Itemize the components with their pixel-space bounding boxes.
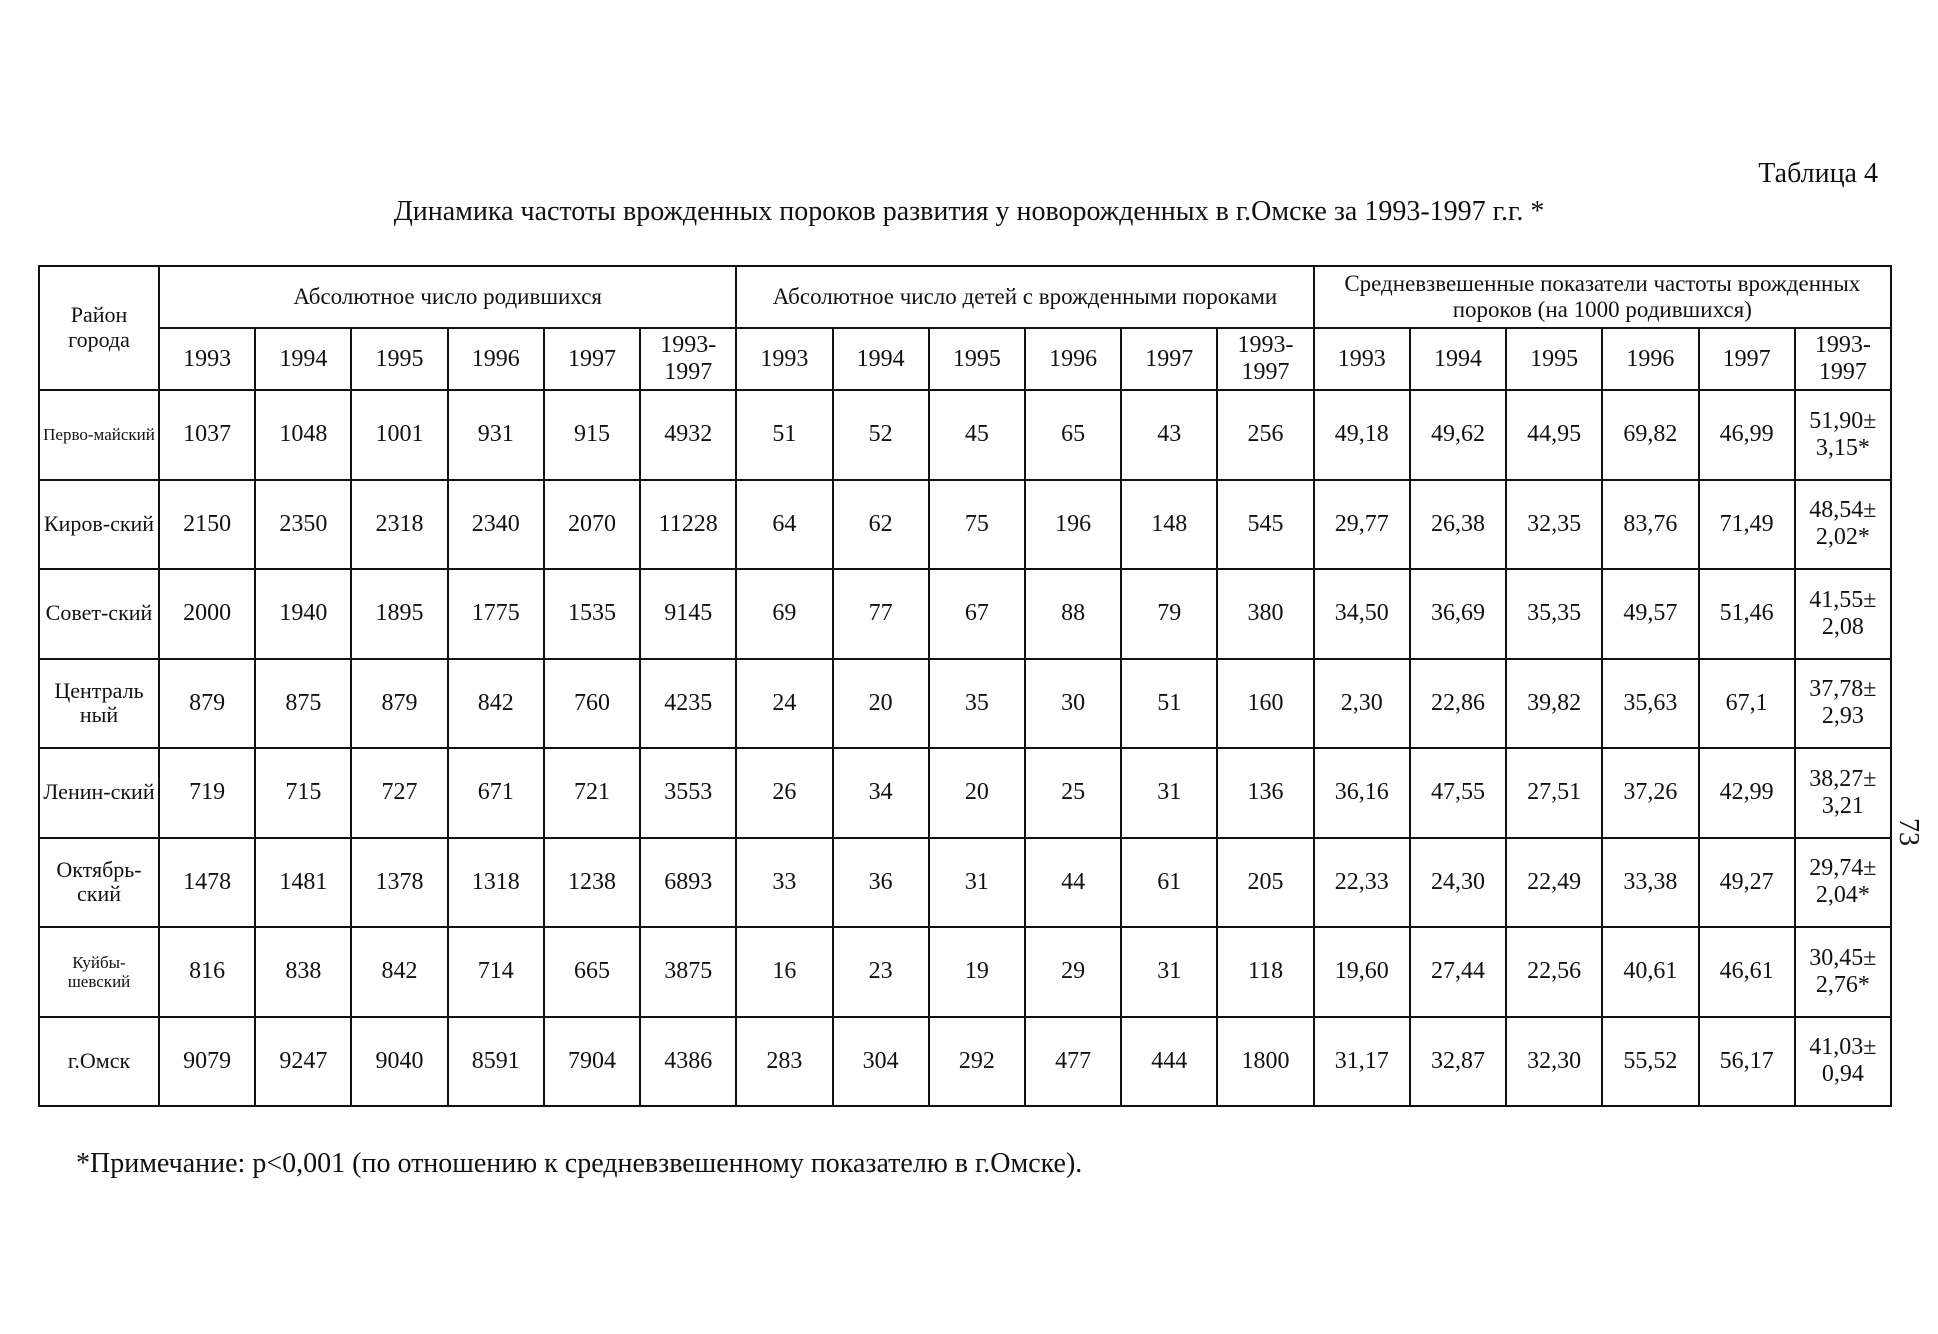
page-number: 73 bbox=[1893, 818, 1924, 846]
births-cell: 1048 bbox=[255, 390, 351, 480]
defects-cell: 20 bbox=[929, 748, 1025, 838]
births-cell: 4386 bbox=[640, 1017, 736, 1107]
births-cell: 727 bbox=[351, 748, 447, 838]
district-cell: Куйбы-шевский bbox=[39, 927, 159, 1017]
defects-cell: 26 bbox=[736, 748, 832, 838]
rates-cell: 44,95 bbox=[1506, 390, 1602, 480]
defects-cell: 44 bbox=[1025, 838, 1121, 928]
rates-cell: 83,76 bbox=[1602, 480, 1698, 570]
defects-cell: 35 bbox=[929, 659, 1025, 749]
header-year-defects-4: 1997 bbox=[1121, 328, 1217, 390]
rates-cell: 34,50 bbox=[1314, 569, 1410, 659]
defects-cell: 256 bbox=[1217, 390, 1313, 480]
defects-cell: 24 bbox=[736, 659, 832, 749]
header-year-rates-5: 1993-1997 bbox=[1795, 328, 1891, 390]
header-year-defects-2: 1995 bbox=[929, 328, 1025, 390]
births-cell: 715 bbox=[255, 748, 351, 838]
defects-cell: 304 bbox=[833, 1017, 929, 1107]
births-cell: 719 bbox=[159, 748, 255, 838]
table-row bbox=[39, 390, 1891, 480]
births-cell: 665 bbox=[544, 927, 640, 1017]
rates-cell: 35,63 bbox=[1602, 659, 1698, 749]
rates-cell: 32,87 bbox=[1410, 1017, 1506, 1107]
births-cell: 8591 bbox=[448, 1017, 544, 1107]
rates-cell: 24,30 bbox=[1410, 838, 1506, 928]
births-cell: 879 bbox=[159, 659, 255, 749]
defects-cell: 20 bbox=[833, 659, 929, 749]
births-cell: 1895 bbox=[351, 569, 447, 659]
rates-cell: 51,90± 3,15* bbox=[1795, 390, 1891, 480]
defects-cell: 67 bbox=[929, 569, 1025, 659]
defects-cell: 34 bbox=[833, 748, 929, 838]
births-cell: 1238 bbox=[544, 838, 640, 928]
rates-cell: 36,16 bbox=[1314, 748, 1410, 838]
births-cell: 879 bbox=[351, 659, 447, 749]
births-cell: 931 bbox=[448, 390, 544, 480]
district-cell: Киров-ский bbox=[39, 480, 159, 570]
defects-cell: 45 bbox=[929, 390, 1025, 480]
births-cell: 915 bbox=[544, 390, 640, 480]
district-cell: Централь ный bbox=[39, 659, 159, 749]
footnote: *Примечание: p<0,001 (по отношению к средневзвешенному показателю в г.Омске). bbox=[76, 1148, 1083, 1179]
births-cell: 875 bbox=[255, 659, 351, 749]
rates-cell: 56,17 bbox=[1699, 1017, 1795, 1107]
defects-cell: 79 bbox=[1121, 569, 1217, 659]
rates-cell: 71,49 bbox=[1699, 480, 1795, 570]
births-cell: 2150 bbox=[159, 480, 255, 570]
table-row bbox=[39, 569, 1891, 659]
births-cell: 9079 bbox=[159, 1017, 255, 1107]
births-cell: 4932 bbox=[640, 390, 736, 480]
births-cell: 6893 bbox=[640, 838, 736, 928]
header-year-births-0: 1993 bbox=[159, 328, 255, 390]
births-cell: 2000 bbox=[159, 569, 255, 659]
births-cell: 721 bbox=[544, 748, 640, 838]
defects-cell: 31 bbox=[1121, 927, 1217, 1017]
defects-cell: 52 bbox=[833, 390, 929, 480]
defects-cell: 31 bbox=[1121, 748, 1217, 838]
defects-cell: 380 bbox=[1217, 569, 1313, 659]
header-year-births-3: 1996 bbox=[448, 328, 544, 390]
rates-cell: 49,18 bbox=[1314, 390, 1410, 480]
district-cell: Ленин-ский bbox=[39, 748, 159, 838]
defects-cell: 16 bbox=[736, 927, 832, 1017]
defects-cell: 36 bbox=[833, 838, 929, 928]
defects-cell: 51 bbox=[736, 390, 832, 480]
births-cell: 1001 bbox=[351, 390, 447, 480]
rates-cell: 41,55± 2,08 bbox=[1795, 569, 1891, 659]
defects-cell: 30 bbox=[1025, 659, 1121, 749]
births-cell: 1037 bbox=[159, 390, 255, 480]
births-cell: 1478 bbox=[159, 838, 255, 928]
births-cell: 11228 bbox=[640, 480, 736, 570]
rates-cell: 32,35 bbox=[1506, 480, 1602, 570]
table-label: Таблица 4 bbox=[1758, 158, 1878, 189]
rates-cell: 41,03± 0,94 bbox=[1795, 1017, 1891, 1107]
births-cell: 4235 bbox=[640, 659, 736, 749]
defects-cell: 545 bbox=[1217, 480, 1313, 570]
defects-cell: 65 bbox=[1025, 390, 1121, 480]
births-cell: 2070 bbox=[544, 480, 640, 570]
births-cell: 714 bbox=[448, 927, 544, 1017]
rates-cell: 55,52 bbox=[1602, 1017, 1698, 1107]
table-row bbox=[39, 659, 1891, 749]
rates-cell: 49,57 bbox=[1602, 569, 1698, 659]
header-year-births-4: 1997 bbox=[544, 328, 640, 390]
header-group-rates: Средневзвешенные показатели частоты врожденных пороков (на 1000 родившихся) bbox=[1314, 266, 1891, 328]
births-cell: 2350 bbox=[255, 480, 351, 570]
rates-cell: 29,77 bbox=[1314, 480, 1410, 570]
table-header bbox=[39, 266, 1891, 390]
rates-cell: 49,62 bbox=[1410, 390, 1506, 480]
rates-cell: 32,30 bbox=[1506, 1017, 1602, 1107]
header-year-defects-3: 1996 bbox=[1025, 328, 1121, 390]
rates-cell: 31,17 bbox=[1314, 1017, 1410, 1107]
rates-cell: 49,27 bbox=[1699, 838, 1795, 928]
births-cell: 7904 bbox=[544, 1017, 640, 1107]
rates-cell: 35,35 bbox=[1506, 569, 1602, 659]
defects-cell: 29 bbox=[1025, 927, 1121, 1017]
table-row bbox=[39, 1017, 1891, 1107]
table-body bbox=[39, 390, 1891, 1106]
rates-cell: 37,26 bbox=[1602, 748, 1698, 838]
rates-cell: 30,45± 2,76* bbox=[1795, 927, 1891, 1017]
defects-cell: 61 bbox=[1121, 838, 1217, 928]
births-cell: 3553 bbox=[640, 748, 736, 838]
defects-cell: 196 bbox=[1025, 480, 1121, 570]
header-year-defects-5: 1993-1997 bbox=[1217, 328, 1313, 390]
defects-cell: 205 bbox=[1217, 838, 1313, 928]
header-year-births-5: 1993-1997 bbox=[640, 328, 736, 390]
defects-cell: 148 bbox=[1121, 480, 1217, 570]
defects-cell: 136 bbox=[1217, 748, 1313, 838]
defects-cell: 77 bbox=[833, 569, 929, 659]
births-cell: 2340 bbox=[448, 480, 544, 570]
births-cell: 760 bbox=[544, 659, 640, 749]
table-row bbox=[39, 838, 1891, 928]
defects-cell: 160 bbox=[1217, 659, 1313, 749]
births-cell: 1481 bbox=[255, 838, 351, 928]
births-cell: 1775 bbox=[448, 569, 544, 659]
rates-cell: 19,60 bbox=[1314, 927, 1410, 1017]
rates-cell: 51,46 bbox=[1699, 569, 1795, 659]
defects-cell: 444 bbox=[1121, 1017, 1217, 1107]
rates-cell: 38,27± 3,21 bbox=[1795, 748, 1891, 838]
defects-cell: 25 bbox=[1025, 748, 1121, 838]
births-cell: 9040 bbox=[351, 1017, 447, 1107]
header-district: Район города bbox=[39, 266, 159, 390]
rates-cell: 40,61 bbox=[1602, 927, 1698, 1017]
header-year-rates-4: 1997 bbox=[1699, 328, 1795, 390]
births-cell: 816 bbox=[159, 927, 255, 1017]
rates-cell: 22,56 bbox=[1506, 927, 1602, 1017]
defects-cell: 33 bbox=[736, 838, 832, 928]
defects-cell: 292 bbox=[929, 1017, 1025, 1107]
data-table bbox=[38, 265, 1892, 1107]
births-cell: 1318 bbox=[448, 838, 544, 928]
header-group-defects: Абсолютное число детей с врожденными пороками bbox=[736, 266, 1313, 328]
defects-cell: 1800 bbox=[1217, 1017, 1313, 1107]
header-year-defects-0: 1993 bbox=[736, 328, 832, 390]
district-cell: Совет-ский bbox=[39, 569, 159, 659]
district-cell: Перво-майский bbox=[39, 390, 159, 480]
rates-cell: 47,55 bbox=[1410, 748, 1506, 838]
header-year-rates-3: 1996 bbox=[1602, 328, 1698, 390]
defects-cell: 283 bbox=[736, 1017, 832, 1107]
defects-cell: 64 bbox=[736, 480, 832, 570]
births-cell: 842 bbox=[448, 659, 544, 749]
births-cell: 838 bbox=[255, 927, 351, 1017]
rates-cell: 22,33 bbox=[1314, 838, 1410, 928]
rates-cell: 27,51 bbox=[1506, 748, 1602, 838]
defects-cell: 43 bbox=[1121, 390, 1217, 480]
defects-cell: 51 bbox=[1121, 659, 1217, 749]
header-year-rates-0: 1993 bbox=[1314, 328, 1410, 390]
defects-cell: 69 bbox=[736, 569, 832, 659]
births-cell: 3875 bbox=[640, 927, 736, 1017]
births-cell: 9247 bbox=[255, 1017, 351, 1107]
births-cell: 1535 bbox=[544, 569, 640, 659]
rates-cell: 46,99 bbox=[1699, 390, 1795, 480]
rates-cell: 48,54± 2,02* bbox=[1795, 480, 1891, 570]
header-year-births-1: 1994 bbox=[255, 328, 351, 390]
rates-cell: 69,82 bbox=[1602, 390, 1698, 480]
rates-cell: 26,38 bbox=[1410, 480, 1506, 570]
table-row bbox=[39, 748, 1891, 838]
district-cell: г.Омск bbox=[39, 1017, 159, 1107]
rates-cell: 42,99 bbox=[1699, 748, 1795, 838]
births-cell: 2318 bbox=[351, 480, 447, 570]
rates-cell: 67,1 bbox=[1699, 659, 1795, 749]
defects-cell: 477 bbox=[1025, 1017, 1121, 1107]
rates-cell: 39,82 bbox=[1506, 659, 1602, 749]
rates-cell: 36,69 bbox=[1410, 569, 1506, 659]
defects-cell: 75 bbox=[929, 480, 1025, 570]
header-year-births-2: 1995 bbox=[351, 328, 447, 390]
births-cell: 1378 bbox=[351, 838, 447, 928]
rates-cell: 33,38 bbox=[1602, 838, 1698, 928]
births-cell: 1940 bbox=[255, 569, 351, 659]
rates-cell: 37,78± 2,93 bbox=[1795, 659, 1891, 749]
table-row bbox=[39, 480, 1891, 570]
births-cell: 842 bbox=[351, 927, 447, 1017]
rates-cell: 29,74± 2,04* bbox=[1795, 838, 1891, 928]
rates-cell: 22,49 bbox=[1506, 838, 1602, 928]
rates-cell: 27,44 bbox=[1410, 927, 1506, 1017]
district-cell: Октябрь-ский bbox=[39, 838, 159, 928]
table-row bbox=[39, 927, 1891, 1017]
header-year-defects-1: 1994 bbox=[833, 328, 929, 390]
table-title: Динамика частоты врожденных пороков развития у новорожденных в г.Омске за 1993-1997 г.г. * bbox=[393, 196, 1545, 227]
defects-cell: 23 bbox=[833, 927, 929, 1017]
defects-cell: 31 bbox=[929, 838, 1025, 928]
defects-cell: 62 bbox=[833, 480, 929, 570]
births-cell: 671 bbox=[448, 748, 544, 838]
defects-cell: 88 bbox=[1025, 569, 1121, 659]
rates-cell: 2,30 bbox=[1314, 659, 1410, 749]
rates-cell: 22,86 bbox=[1410, 659, 1506, 749]
defects-cell: 19 bbox=[929, 927, 1025, 1017]
defects-cell: 118 bbox=[1217, 927, 1313, 1017]
header-group-births: Абсолютное число родившихся bbox=[159, 266, 736, 328]
rates-cell: 46,61 bbox=[1699, 927, 1795, 1017]
births-cell: 9145 bbox=[640, 569, 736, 659]
header-years-row bbox=[39, 328, 1891, 390]
header-year-rates-2: 1995 bbox=[1506, 328, 1602, 390]
header-year-rates-1: 1994 bbox=[1410, 328, 1506, 390]
